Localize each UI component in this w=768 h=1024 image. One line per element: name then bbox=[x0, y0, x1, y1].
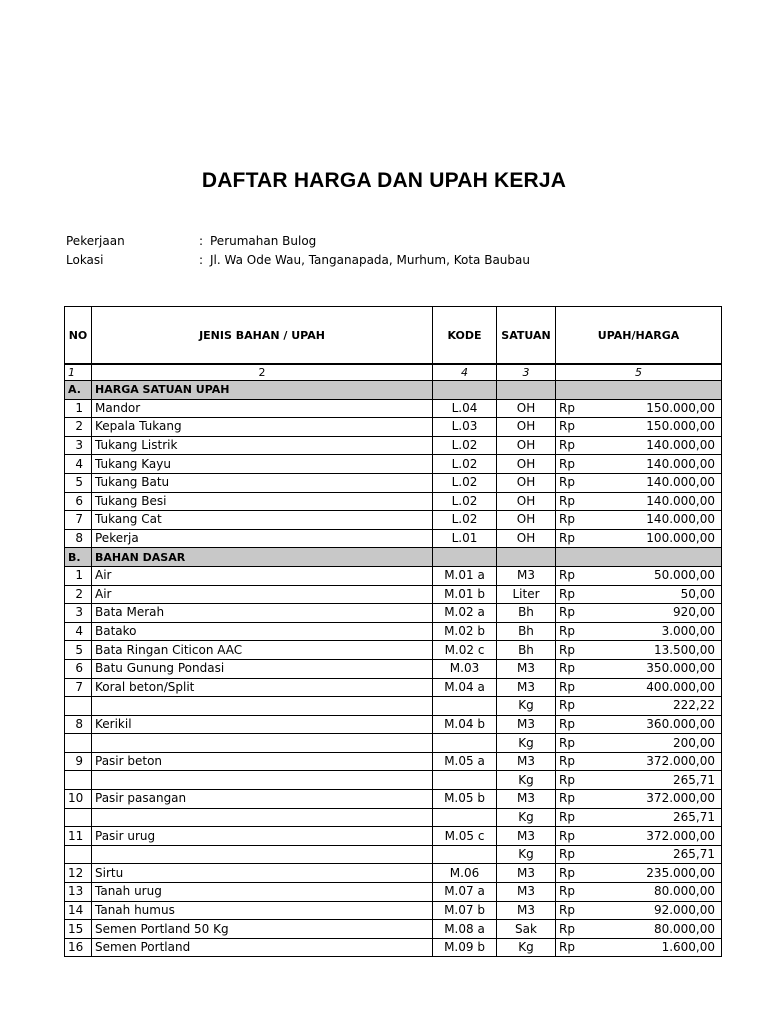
cell-name: Semen Portland 50 Kg bbox=[92, 920, 433, 939]
cell-satuan: Liter bbox=[497, 585, 556, 604]
cell-price: 3.000,00 bbox=[589, 622, 722, 641]
cell-price: 200,00 bbox=[589, 734, 722, 753]
cell-satuan: Kg bbox=[497, 697, 556, 716]
cell-kode: L.01 bbox=[433, 529, 497, 548]
cell-currency: Rp bbox=[556, 678, 589, 697]
cell-no: 12 bbox=[65, 864, 92, 883]
table-row bbox=[65, 604, 722, 623]
cell-satuan: M3 bbox=[497, 715, 556, 734]
cell-kode: M.04 a bbox=[433, 678, 497, 697]
cell-currency: Rp bbox=[556, 752, 589, 771]
cell-currency: Rp bbox=[556, 585, 589, 604]
cell-kode bbox=[433, 808, 497, 827]
cell-price: 50.000,00 bbox=[589, 566, 722, 585]
section-value-empty bbox=[589, 381, 722, 400]
cell-name: Pasir beton bbox=[92, 752, 433, 771]
cell-no: 10 bbox=[65, 790, 92, 809]
table-row bbox=[65, 473, 722, 492]
table-row bbox=[65, 790, 722, 809]
cell-currency: Rp bbox=[556, 641, 589, 660]
cell-kode: M.04 b bbox=[433, 715, 497, 734]
cell-name bbox=[92, 845, 433, 864]
cell-no: 4 bbox=[65, 455, 92, 474]
cell-name bbox=[92, 771, 433, 790]
table-row bbox=[65, 641, 722, 660]
cell-name: Tanah urug bbox=[92, 883, 433, 902]
cell-no: 6 bbox=[65, 659, 92, 678]
cell-price: 372.000,00 bbox=[589, 752, 722, 771]
table-row bbox=[65, 808, 722, 827]
section-no: A. bbox=[65, 381, 92, 400]
meta-colon: : bbox=[199, 234, 204, 248]
cell-no: 2 bbox=[65, 418, 92, 437]
cell-kode: L.02 bbox=[433, 473, 497, 492]
cell-price: 80.000,00 bbox=[589, 920, 722, 939]
colnum-kode: 4 bbox=[433, 364, 497, 381]
cell-name: Kerikil bbox=[92, 715, 433, 734]
cell-no: 16 bbox=[65, 938, 92, 957]
cell-kode: M.01 a bbox=[433, 566, 497, 585]
meta-value: Jl. Wa Ode Wau, Tanganapada, Murhum, Kota Baubau bbox=[210, 253, 530, 267]
table-row bbox=[65, 622, 722, 641]
section-row bbox=[65, 548, 722, 567]
meta-label: Lokasi bbox=[66, 253, 104, 267]
cell-name: Pekerja bbox=[92, 529, 433, 548]
section-value-empty bbox=[589, 548, 722, 567]
cell-name: Sirtu bbox=[92, 864, 433, 883]
cell-currency: Rp bbox=[556, 827, 589, 846]
cell-satuan: M3 bbox=[497, 864, 556, 883]
cell-price: 140.000,00 bbox=[589, 473, 722, 492]
table-row bbox=[65, 678, 722, 697]
cell-price: 372.000,00 bbox=[589, 790, 722, 809]
cell-price: 920,00 bbox=[589, 604, 722, 623]
cell-kode: M.05 c bbox=[433, 827, 497, 846]
cell-satuan: OH bbox=[497, 418, 556, 437]
table-row bbox=[65, 511, 722, 530]
cell-no bbox=[65, 845, 92, 864]
cell-currency: Rp bbox=[556, 715, 589, 734]
cell-satuan: OH bbox=[497, 473, 556, 492]
cell-kode: L.04 bbox=[433, 399, 497, 418]
cell-name: Batu Gunung Pondasi bbox=[92, 659, 433, 678]
cell-no: 14 bbox=[65, 901, 92, 920]
table-row bbox=[65, 771, 722, 790]
cell-currency: Rp bbox=[556, 529, 589, 548]
table-row bbox=[65, 529, 722, 548]
cell-satuan: OH bbox=[497, 511, 556, 530]
cell-currency: Rp bbox=[556, 473, 589, 492]
cell-currency: Rp bbox=[556, 659, 589, 678]
cell-satuan: Kg bbox=[497, 808, 556, 827]
cell-no: 3 bbox=[65, 436, 92, 455]
cell-satuan: M3 bbox=[497, 678, 556, 697]
cell-price: 150.000,00 bbox=[589, 399, 722, 418]
cell-satuan: M3 bbox=[497, 659, 556, 678]
table-row bbox=[65, 418, 722, 437]
header-kode: KODE bbox=[433, 307, 497, 365]
cell-satuan: Bh bbox=[497, 622, 556, 641]
cell-no: 3 bbox=[65, 604, 92, 623]
cell-name: Tukang Cat bbox=[92, 511, 433, 530]
cell-price: 1.600,00 bbox=[589, 938, 722, 957]
cell-kode: M.02 b bbox=[433, 622, 497, 641]
cell-price: 150.000,00 bbox=[589, 418, 722, 437]
cell-currency: Rp bbox=[556, 492, 589, 511]
cell-price: 13.500,00 bbox=[589, 641, 722, 660]
cell-name: Semen Portland bbox=[92, 938, 433, 957]
cell-no: 6 bbox=[65, 492, 92, 511]
table-row bbox=[65, 455, 722, 474]
cell-satuan: Kg bbox=[497, 771, 556, 790]
cell-currency: Rp bbox=[556, 734, 589, 753]
cell-kode: L.02 bbox=[433, 455, 497, 474]
table-row bbox=[65, 752, 722, 771]
cell-name: Air bbox=[92, 585, 433, 604]
cell-no bbox=[65, 808, 92, 827]
table-row bbox=[65, 920, 722, 939]
cell-satuan: M3 bbox=[497, 790, 556, 809]
cell-name: Air bbox=[92, 566, 433, 585]
cell-currency: Rp bbox=[556, 566, 589, 585]
table-row bbox=[65, 436, 722, 455]
section-row bbox=[65, 381, 722, 400]
section-name: BAHAN DASAR bbox=[92, 548, 433, 567]
cell-price: 222,22 bbox=[589, 697, 722, 716]
cell-currency: Rp bbox=[556, 845, 589, 864]
cell-no: 7 bbox=[65, 511, 92, 530]
table-row bbox=[65, 659, 722, 678]
table-row bbox=[65, 585, 722, 604]
cell-no: 15 bbox=[65, 920, 92, 939]
cell-price: 50,00 bbox=[589, 585, 722, 604]
cell-no: 2 bbox=[65, 585, 92, 604]
cell-kode: M.08 a bbox=[433, 920, 497, 939]
cell-no: 8 bbox=[65, 715, 92, 734]
cell-price: 140.000,00 bbox=[589, 455, 722, 474]
cell-price: 140.000,00 bbox=[589, 511, 722, 530]
cell-currency: Rp bbox=[556, 436, 589, 455]
cell-name: Tukang Kayu bbox=[92, 455, 433, 474]
table-row bbox=[65, 734, 722, 753]
table-row bbox=[65, 399, 722, 418]
cell-currency: Rp bbox=[556, 808, 589, 827]
table-row bbox=[65, 864, 722, 883]
cell-currency: Rp bbox=[556, 790, 589, 809]
colnum-name: 2 bbox=[92, 364, 433, 381]
cell-price: 265,71 bbox=[589, 845, 722, 864]
cell-price: 140.000,00 bbox=[589, 436, 722, 455]
cell-no: 13 bbox=[65, 883, 92, 902]
colnum-satuan: 3 bbox=[497, 364, 556, 381]
cell-no bbox=[65, 734, 92, 753]
cell-satuan: M3 bbox=[497, 752, 556, 771]
cell-satuan: Kg bbox=[497, 938, 556, 957]
cell-currency: Rp bbox=[556, 697, 589, 716]
cell-price: 372.000,00 bbox=[589, 827, 722, 846]
cell-kode: M.05 a bbox=[433, 752, 497, 771]
table-row bbox=[65, 697, 722, 716]
header-name: JENIS BAHAN / UPAH bbox=[92, 307, 433, 365]
cell-kode: M.09 b bbox=[433, 938, 497, 957]
cell-name bbox=[92, 734, 433, 753]
cell-kode: M.05 b bbox=[433, 790, 497, 809]
cell-price: 350.000,00 bbox=[589, 659, 722, 678]
cell-name: Batako bbox=[92, 622, 433, 641]
cell-no: 1 bbox=[65, 566, 92, 585]
table-row bbox=[65, 715, 722, 734]
cell-kode: M.02 a bbox=[433, 604, 497, 623]
cell-kode: M.01 b bbox=[433, 585, 497, 604]
cell-price: 140.000,00 bbox=[589, 492, 722, 511]
cell-no: 11 bbox=[65, 827, 92, 846]
cell-kode bbox=[433, 771, 497, 790]
cell-name bbox=[92, 808, 433, 827]
cell-no: 8 bbox=[65, 529, 92, 548]
meta-label: Pekerjaan bbox=[66, 234, 125, 248]
cell-currency: Rp bbox=[556, 920, 589, 939]
cell-satuan: OH bbox=[497, 399, 556, 418]
cell-price: 235.000,00 bbox=[589, 864, 722, 883]
cell-price: 100.000,00 bbox=[589, 529, 722, 548]
cell-no: 9 bbox=[65, 752, 92, 771]
cell-name: Tukang Besi bbox=[92, 492, 433, 511]
cell-price: 360.000,00 bbox=[589, 715, 722, 734]
cell-kode: M.06 bbox=[433, 864, 497, 883]
section-rp-empty bbox=[556, 548, 589, 567]
table-row bbox=[65, 566, 722, 585]
cell-name: Mandor bbox=[92, 399, 433, 418]
cell-currency: Rp bbox=[556, 771, 589, 790]
cell-price: 265,71 bbox=[589, 808, 722, 827]
section-satuan-empty bbox=[497, 548, 556, 567]
cell-kode: L.03 bbox=[433, 418, 497, 437]
cell-satuan: M3 bbox=[497, 883, 556, 902]
header-no: NO bbox=[65, 307, 92, 365]
cell-satuan: Bh bbox=[497, 604, 556, 623]
section-kode-empty bbox=[433, 381, 497, 400]
cell-kode: M.07 b bbox=[433, 901, 497, 920]
cell-name: Kepala Tukang bbox=[92, 418, 433, 437]
cell-kode: M.07 a bbox=[433, 883, 497, 902]
cell-currency: Rp bbox=[556, 455, 589, 474]
cell-price: 92.000,00 bbox=[589, 901, 722, 920]
cell-currency: Rp bbox=[556, 901, 589, 920]
section-kode-empty bbox=[433, 548, 497, 567]
table-row bbox=[65, 492, 722, 511]
cell-satuan: OH bbox=[497, 455, 556, 474]
cell-kode bbox=[433, 845, 497, 864]
cell-no: 7 bbox=[65, 678, 92, 697]
table-row bbox=[65, 883, 722, 902]
section-no: B. bbox=[65, 548, 92, 567]
cell-no: 4 bbox=[65, 622, 92, 641]
cell-satuan: Kg bbox=[497, 734, 556, 753]
cell-name: Tukang Listrik bbox=[92, 436, 433, 455]
document-title: DAFTAR HARGA DAN UPAH KERJA bbox=[201, 169, 567, 192]
cell-name: Tukang Batu bbox=[92, 473, 433, 492]
section-satuan-empty bbox=[497, 381, 556, 400]
cell-name: Pasir pasangan bbox=[92, 790, 433, 809]
cell-currency: Rp bbox=[556, 938, 589, 957]
cell-no: 5 bbox=[65, 473, 92, 492]
cell-name: Pasir urug bbox=[92, 827, 433, 846]
cell-satuan: M3 bbox=[497, 566, 556, 585]
cell-price: 400.000,00 bbox=[589, 678, 722, 697]
cell-kode: L.02 bbox=[433, 511, 497, 530]
cell-name: Tanah humus bbox=[92, 901, 433, 920]
cell-currency: Rp bbox=[556, 511, 589, 530]
cell-currency: Rp bbox=[556, 418, 589, 437]
cell-no bbox=[65, 697, 92, 716]
cell-satuan: Sak bbox=[497, 920, 556, 939]
table-row bbox=[65, 845, 722, 864]
cell-name: Koral beton/Split bbox=[92, 678, 433, 697]
colnum-no: 1 bbox=[65, 364, 92, 381]
cell-satuan: M3 bbox=[497, 901, 556, 920]
cell-satuan: Kg bbox=[497, 845, 556, 864]
section-rp-empty bbox=[556, 381, 589, 400]
header-satuan: SATUAN bbox=[497, 307, 556, 365]
column-number-row bbox=[65, 364, 722, 381]
cell-kode: L.02 bbox=[433, 492, 497, 511]
cell-name: Bata Merah bbox=[92, 604, 433, 623]
cell-no: 1 bbox=[65, 399, 92, 418]
table-row bbox=[65, 901, 722, 920]
cell-no bbox=[65, 771, 92, 790]
cell-currency: Rp bbox=[556, 883, 589, 902]
table-row bbox=[65, 827, 722, 846]
cell-currency: Rp bbox=[556, 622, 589, 641]
cell-no: 5 bbox=[65, 641, 92, 660]
cell-kode bbox=[433, 697, 497, 716]
header-harga: UPAH/HARGA bbox=[556, 307, 722, 365]
cell-name: Bata Ringan Citicon AAC bbox=[92, 641, 433, 660]
cell-satuan: M3 bbox=[497, 827, 556, 846]
table-header-row bbox=[65, 307, 722, 365]
cell-satuan: OH bbox=[497, 436, 556, 455]
cell-price: 265,71 bbox=[589, 771, 722, 790]
cell-currency: Rp bbox=[556, 864, 589, 883]
cell-kode: L.02 bbox=[433, 436, 497, 455]
cell-price: 80.000,00 bbox=[589, 883, 722, 902]
price-table bbox=[64, 306, 722, 957]
section-name: HARGA SATUAN UPAH bbox=[92, 381, 433, 400]
cell-currency: Rp bbox=[556, 604, 589, 623]
table-row bbox=[65, 938, 722, 957]
cell-kode: M.03 bbox=[433, 659, 497, 678]
cell-kode bbox=[433, 734, 497, 753]
cell-satuan: OH bbox=[497, 492, 556, 511]
meta-colon: : bbox=[199, 253, 204, 267]
cell-satuan: OH bbox=[497, 529, 556, 548]
cell-kode: M.02 c bbox=[433, 641, 497, 660]
cell-currency: Rp bbox=[556, 399, 589, 418]
meta-value: Perumahan Bulog bbox=[210, 234, 317, 248]
cell-satuan: Bh bbox=[497, 641, 556, 660]
colnum-harga: 5 bbox=[556, 364, 722, 381]
cell-name bbox=[92, 697, 433, 716]
